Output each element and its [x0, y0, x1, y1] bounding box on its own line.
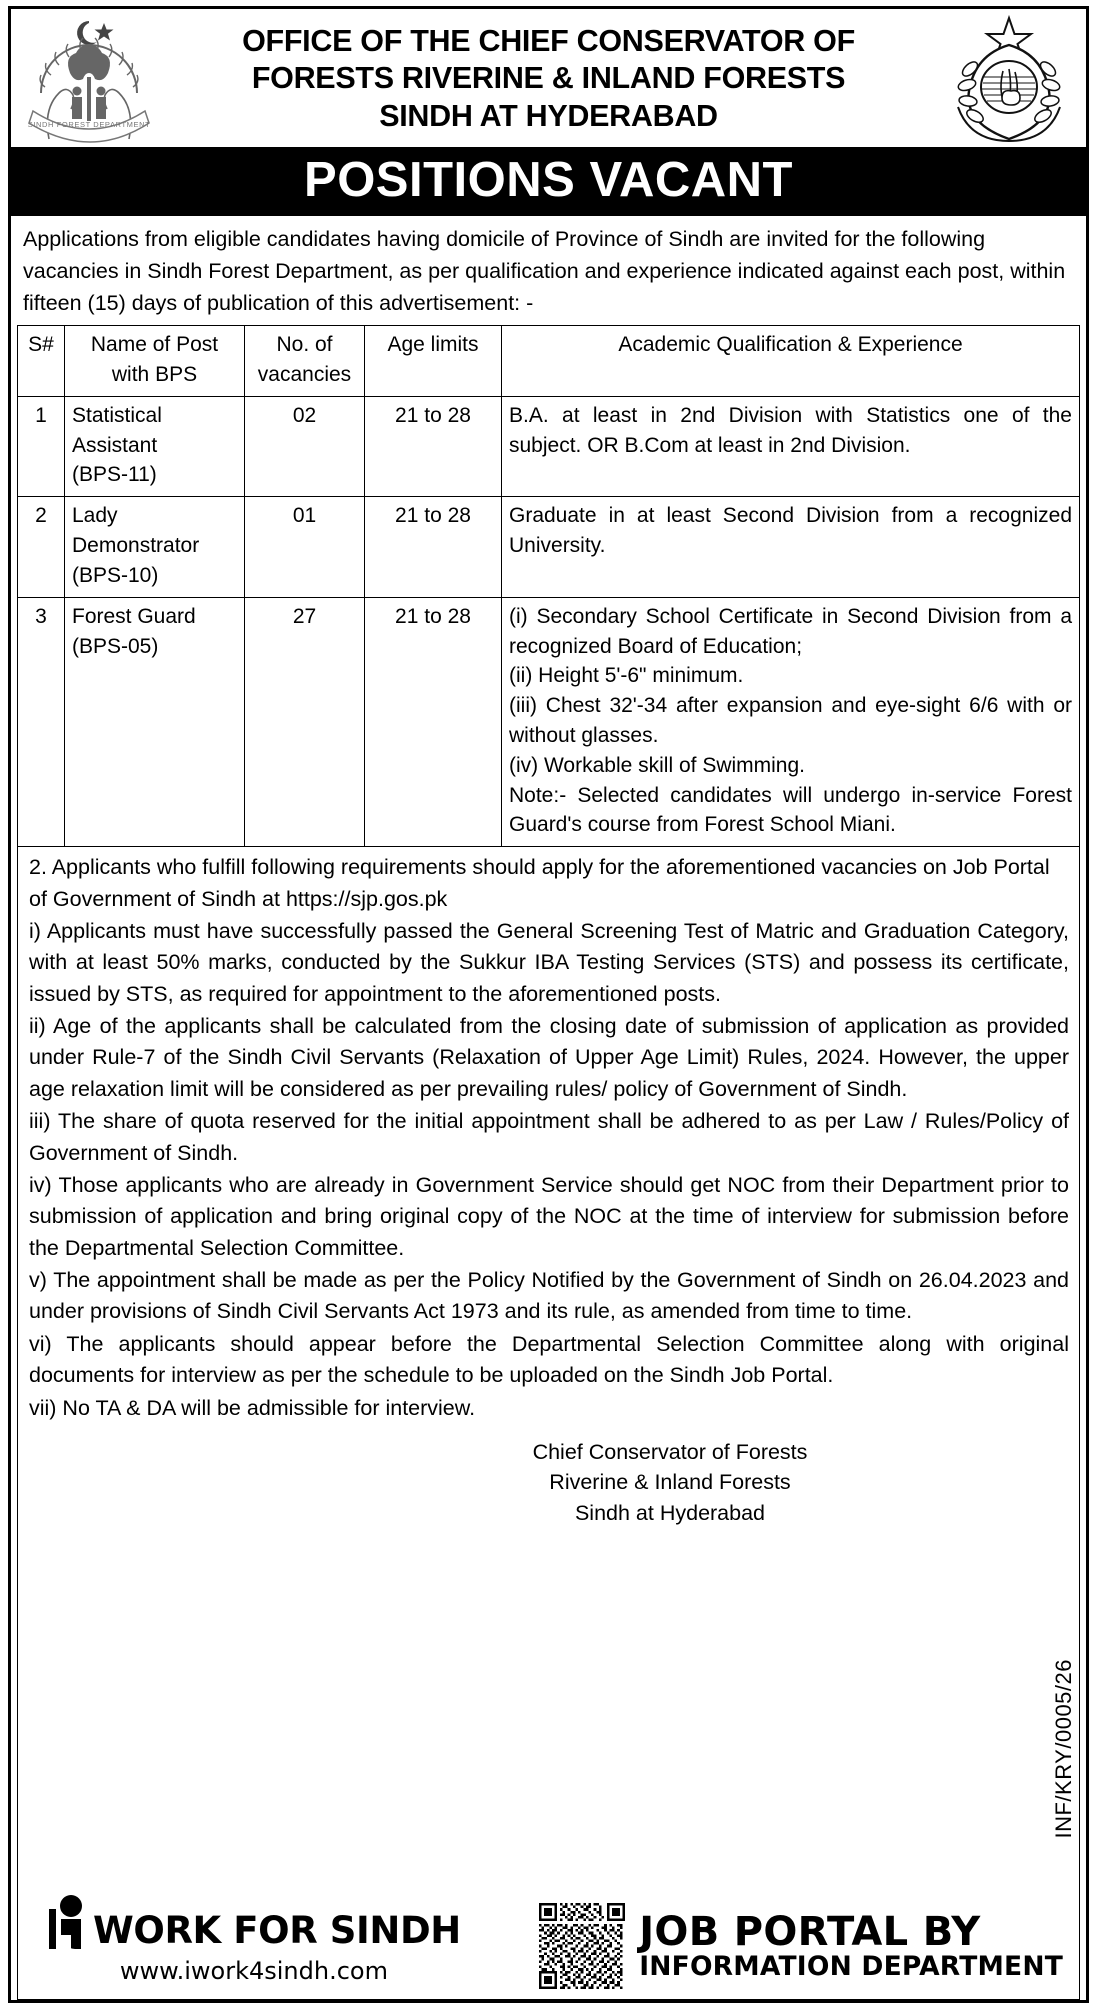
document-footer: [29, 1891, 1069, 1991]
reference-code: INF/KRY/0005/26: [1051, 1659, 1076, 1839]
column-header-qualification: Academic Qualification & Experience: [502, 326, 1080, 397]
condition-vi: vi) The applicants should appear before the Departmental Selection Committee along with original documents for interview as per the schedule to be uploaded on the Sindh Job Portal.: [29, 1331, 1069, 1388]
iwork-for-sindh-logo: [29, 1895, 461, 1989]
cell-serial: 1: [18, 396, 65, 496]
condition-ii: ii) Age of the applicants shall be calculated from the closing date of submission of application as provided under Rule-7 of the Sindh Civil Servants (Relaxation of Upper Age Limit) Rules, 2024. However, the upper age relaxation limit will be considered as per prevailing rules/ policy of Government of Sindh.: [29, 1014, 1069, 1101]
qr-code-icon[interactable]: [539, 1903, 625, 1989]
cell-vacancies: 01: [245, 497, 365, 597]
cell-post-name-2: Assistant: [72, 433, 158, 457]
document-header: [11, 9, 1086, 149]
iwork-label: WORK FOR SINDH: [93, 1908, 461, 1952]
column-header-serial: S#: [18, 326, 65, 397]
condition-v: v) The appointment shall be made as per the Policy Notified by the Government of Sindh on 26.04.2023 and under provisions of Sindh Civil Servants Act 1973 and its rule, as amended from time to time.: [29, 1268, 1069, 1324]
table-body: [18, 396, 1080, 846]
cell-qualification: B.A. at least in 2nd Division with Statistics one of the subject. OR B.Com at least in 2nd Division.: [502, 396, 1080, 496]
column-header-vacancies: [245, 326, 365, 397]
cell-vacancies: 02: [245, 396, 365, 496]
intro-paragraph: Applications from eligible candidates having domicile of Province of Sindh are invited for the following vacancies in Sindh Forest Department, as per qualification and experience indicated against each post, within fifteen (15) days of publication of this advertisement: -: [23, 227, 1066, 315]
cell-qualification: Graduate in at least Second Division from a recognized University.: [502, 497, 1080, 597]
job-portal-block: [539, 1903, 1069, 1989]
qualification-item: (ii) Height 5'-6" minimum.: [509, 664, 744, 688]
signature-line-3: Sindh at Hyderabad: [574, 1501, 766, 1525]
cell-age: 21 to 28: [365, 497, 502, 597]
cell-age: 21 to 28: [365, 396, 502, 496]
iwork-website-url[interactable]: www.iwork4sindh.com: [119, 1956, 388, 1985]
qualification-item: (i) Secondary School Certificate in Second Division from a recognized Board of Education;: [509, 604, 1072, 658]
column-header-post: [65, 326, 245, 397]
signature-line-2: Riverine & Inland Forests: [549, 1470, 791, 1495]
cell-post-bps: (BPS-10): [72, 563, 159, 587]
cell-post-name: Statistical: [72, 403, 162, 427]
cell-serial: 3: [18, 597, 65, 847]
table-header-row: [18, 326, 1080, 397]
svg-text:SINDH FOREST DEPARTMENT: SINDH FOREST DEPARTMENT: [27, 120, 150, 129]
cell-vacancies: 27: [245, 597, 365, 847]
qualification-item: (iv) Workable skill of Swimming.: [509, 753, 805, 777]
column-header-vacancies-line1: No. of: [276, 333, 333, 357]
condition-iv: iv) Those applicants who are already in Government Service should get NOC from their Department prior to submission of application and bring original copy of the NOC at the time of interview for submission before the Departmental Selection Committee.: [29, 1172, 1069, 1260]
table-head: [18, 326, 1080, 397]
condition-vii: vii) No TA & DA will be admissible for interview.: [29, 1395, 476, 1420]
column-header-post-line2: with BPS: [111, 363, 198, 387]
column-header-post-line1: Name of Post: [90, 333, 219, 357]
cell-post: [65, 597, 245, 847]
qualification-item: (iii) Chest 32'-34 after expansion and eye-sight 6/6 with or without glasses.: [509, 694, 1072, 747]
condition-iii: iii) The share of quota reserved for the initial appointment shall be adhered to as per Law / Rules/Policy of Government of Sindh.: [29, 1109, 1069, 1165]
page-frame: [8, 6, 1089, 2003]
cell-post: [65, 497, 245, 597]
cell-post-name: Lady: [72, 504, 118, 528]
column-header-vacancies-line2: vacancies: [257, 363, 352, 387]
cell-age: 21 to 28: [365, 597, 502, 847]
table-row: [18, 396, 1080, 496]
header-title: [156, 23, 941, 135]
header-title-line-1: OFFICE OF THE CHIEF CONSERVATOR OF: [242, 24, 855, 59]
iwork-person-icon: [47, 1895, 87, 1949]
cell-qualification: [502, 597, 1080, 847]
table-row: [18, 497, 1080, 597]
job-portal-line-1: JOB PORTAL BY: [639, 1908, 981, 1955]
cell-post: [65, 396, 245, 496]
cell-post-name-2: Demonstrator: [72, 534, 200, 558]
signature-block: [29, 1437, 981, 1529]
cell-post-bps: (BPS-11): [72, 463, 157, 487]
cell-serial: 2: [18, 497, 65, 597]
sindh-forest-department-emblem-icon: [21, 15, 156, 143]
vacancies-table: [17, 325, 1080, 847]
job-portal-line-2: INFORMATION DEPARTMENT: [639, 1950, 1063, 1982]
cell-post-bps: (BPS-05): [72, 634, 159, 658]
header-title-line-3: SINDH AT HYDERABAD: [379, 98, 718, 133]
signature-line-1: Chief Conservator of Forests: [532, 1439, 808, 1464]
header-title-line-2: FORESTS RIVERINE & INLAND FORESTS: [251, 61, 846, 96]
cell-post-name: Forest Guard: [72, 604, 196, 628]
positions-vacant-banner: POSITIONS VACANT: [11, 149, 1086, 216]
conditions-section: [17, 847, 1080, 2000]
condition-2: 2. Applicants who fulfill following requirements should apply for the aforementioned vacancies on Job Portal of Government of Sindh at https://sjp.gos.pk: [29, 855, 1050, 911]
government-of-sindh-emblem-icon: [941, 15, 1076, 143]
condition-i: i) Applicants must have successfully passed the General Screening Test of Matric and Graduation Category, with at least 50% marks, conducted by the Sukkur IBA Testing Services (STS) and possess its certificate, issued by STS, as required for appointment to the aforementioned posts.: [29, 918, 1069, 1006]
column-header-age: Age limits: [365, 326, 502, 397]
table-row: [18, 597, 1080, 847]
qualification-note: Note:- Selected candidates will undergo in-service Forest Guard's course from Forest School Miani.: [509, 783, 1072, 837]
